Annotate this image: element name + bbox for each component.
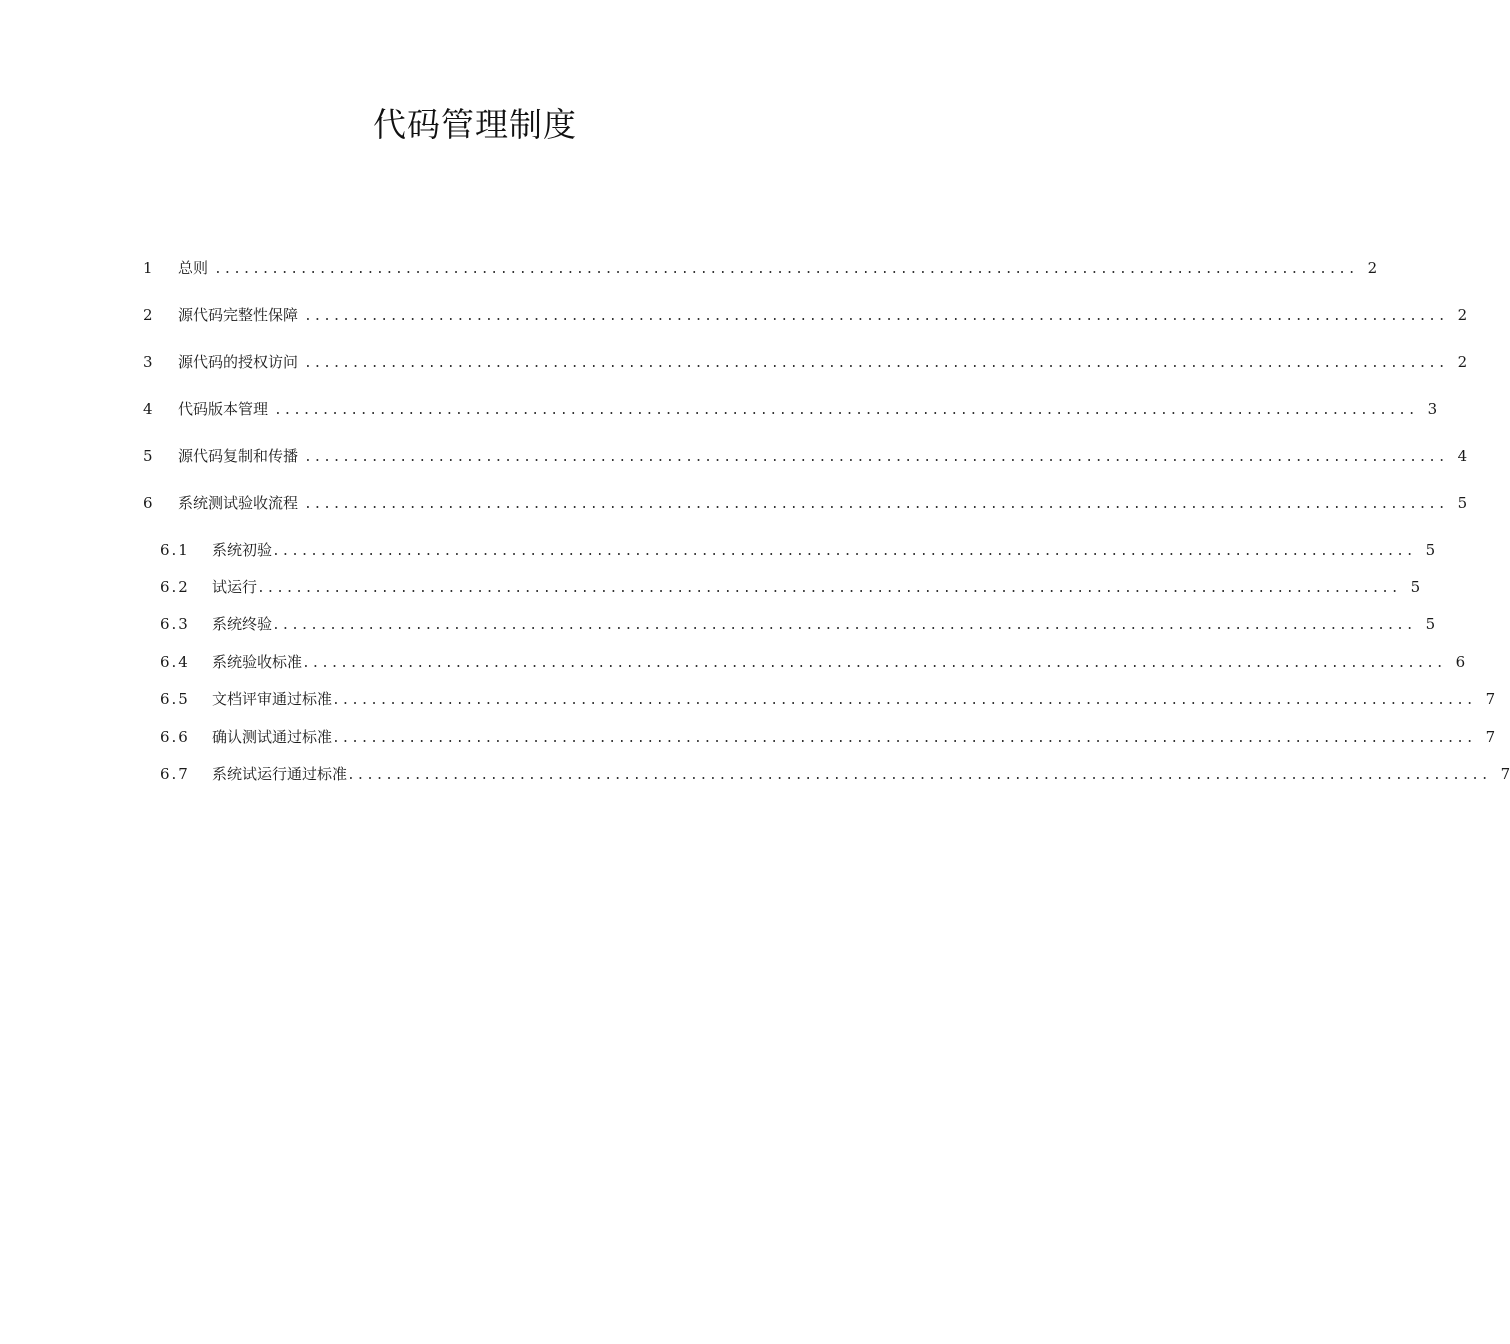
toc-subentry-title: 系统试运行通过标准 — [212, 765, 348, 783]
toc-subentry[interactable] — [160, 687, 1496, 711]
toc-entry-page: 3 — [1427, 400, 1438, 418]
toc-subentry[interactable] — [160, 612, 1436, 636]
toc-subentry[interactable] — [160, 538, 1436, 562]
toc-entry-title: 系统测试验收流程 — [178, 494, 299, 512]
toc-subentry[interactable] — [160, 575, 1421, 599]
toc-entry-title: 源代码复制和传播 — [178, 447, 299, 465]
toc-leader-dots: ........................................................................................................................ — [332, 731, 1476, 746]
toc-leader-dots: ........................................................................................................................ — [304, 450, 1448, 465]
toc-leader-dots: ........................................................................................................................ — [304, 356, 1448, 371]
toc-subentry[interactable] — [160, 650, 1466, 674]
toc-leader-dots: ........................................................................................................................ — [304, 309, 1448, 324]
toc-entry[interactable] — [143, 397, 1438, 421]
toc-entry-page: 4 — [1457, 447, 1468, 465]
toc-subentry-title: 系统验收标准 — [212, 653, 303, 671]
toc-subentry-title: 文档评审通过标准 — [212, 690, 333, 708]
toc-subentry-number: 6.7 — [160, 765, 190, 783]
toc-subentry-page: 5 — [1425, 541, 1436, 559]
toc-subentry-page: 7 — [1485, 690, 1496, 708]
toc-entry[interactable] — [143, 444, 1468, 468]
toc-leader-dots: ........................................................................................................................ — [302, 656, 1446, 671]
toc-entry-number: 6 — [143, 494, 153, 512]
toc-subentry-number: 6.2 — [160, 578, 190, 596]
toc-leader-dots: ........................................................................................................................ — [272, 618, 1416, 633]
toc-entry-page: 5 — [1457, 494, 1468, 512]
document-title: 代码管理制度 — [373, 105, 577, 144]
toc-entry-page: 2 — [1367, 259, 1378, 277]
toc-subentry-title: 试运行 — [212, 578, 258, 596]
toc-leader-dots: ........................................................................................................................ — [257, 581, 1401, 596]
toc-entry-title: 总则 — [178, 259, 209, 277]
toc-subentry-number: 6.3 — [160, 615, 190, 633]
toc-entry[interactable] — [143, 303, 1468, 327]
toc-subentry[interactable] — [160, 762, 1510, 786]
toc-subentry-number: 6.5 — [160, 690, 190, 708]
toc-entry-number: 2 — [143, 306, 153, 324]
toc-leader-dots: ........................................................................................................................ — [274, 403, 1418, 418]
toc-subentry-page: 6 — [1455, 653, 1466, 671]
toc-entry-number: 4 — [143, 400, 153, 418]
toc-entry-number: 3 — [143, 353, 153, 371]
toc-leader-dots: ........................................................................................................................ — [304, 497, 1448, 512]
toc-entry[interactable] — [143, 350, 1468, 374]
toc-entry-page: 2 — [1457, 306, 1468, 324]
toc-entry[interactable] — [143, 491, 1468, 515]
toc-entry-page: 2 — [1457, 353, 1468, 371]
toc-leader-dots: ........................................................................................................................ — [272, 544, 1416, 559]
toc-subentry-title: 系统终验 — [212, 615, 273, 633]
toc-entry-title: 源代码完整性保障 — [178, 306, 299, 324]
toc-leader-dots: ........................................................................................................................ — [332, 693, 1476, 708]
toc-entry-title: 代码版本管理 — [178, 400, 269, 418]
toc-subentry[interactable] — [160, 725, 1496, 749]
toc-leader-dots: ........................................................................................................................ — [347, 768, 1491, 783]
toc-subentry-number: 6.6 — [160, 728, 190, 746]
toc-leader-dots: ........................................................................................................................ — [214, 262, 1358, 277]
toc-subentry-title: 确认测试通过标准 — [212, 728, 333, 746]
toc-entry-number: 5 — [143, 447, 153, 465]
toc-subentry-number: 6.4 — [160, 653, 190, 671]
toc-subentry-title: 系统初验 — [212, 541, 273, 559]
toc-subentry-page: 7 — [1500, 765, 1510, 783]
toc-subentry-page: 7 — [1485, 728, 1496, 746]
toc-subentry-number: 6.1 — [160, 541, 190, 559]
toc-entry-title: 源代码的授权访问 — [178, 353, 299, 371]
toc-subentry-page: 5 — [1425, 615, 1436, 633]
toc-subentry-page: 5 — [1410, 578, 1421, 596]
toc-entry-number: 1 — [143, 259, 153, 277]
toc-entry[interactable] — [143, 256, 1378, 280]
